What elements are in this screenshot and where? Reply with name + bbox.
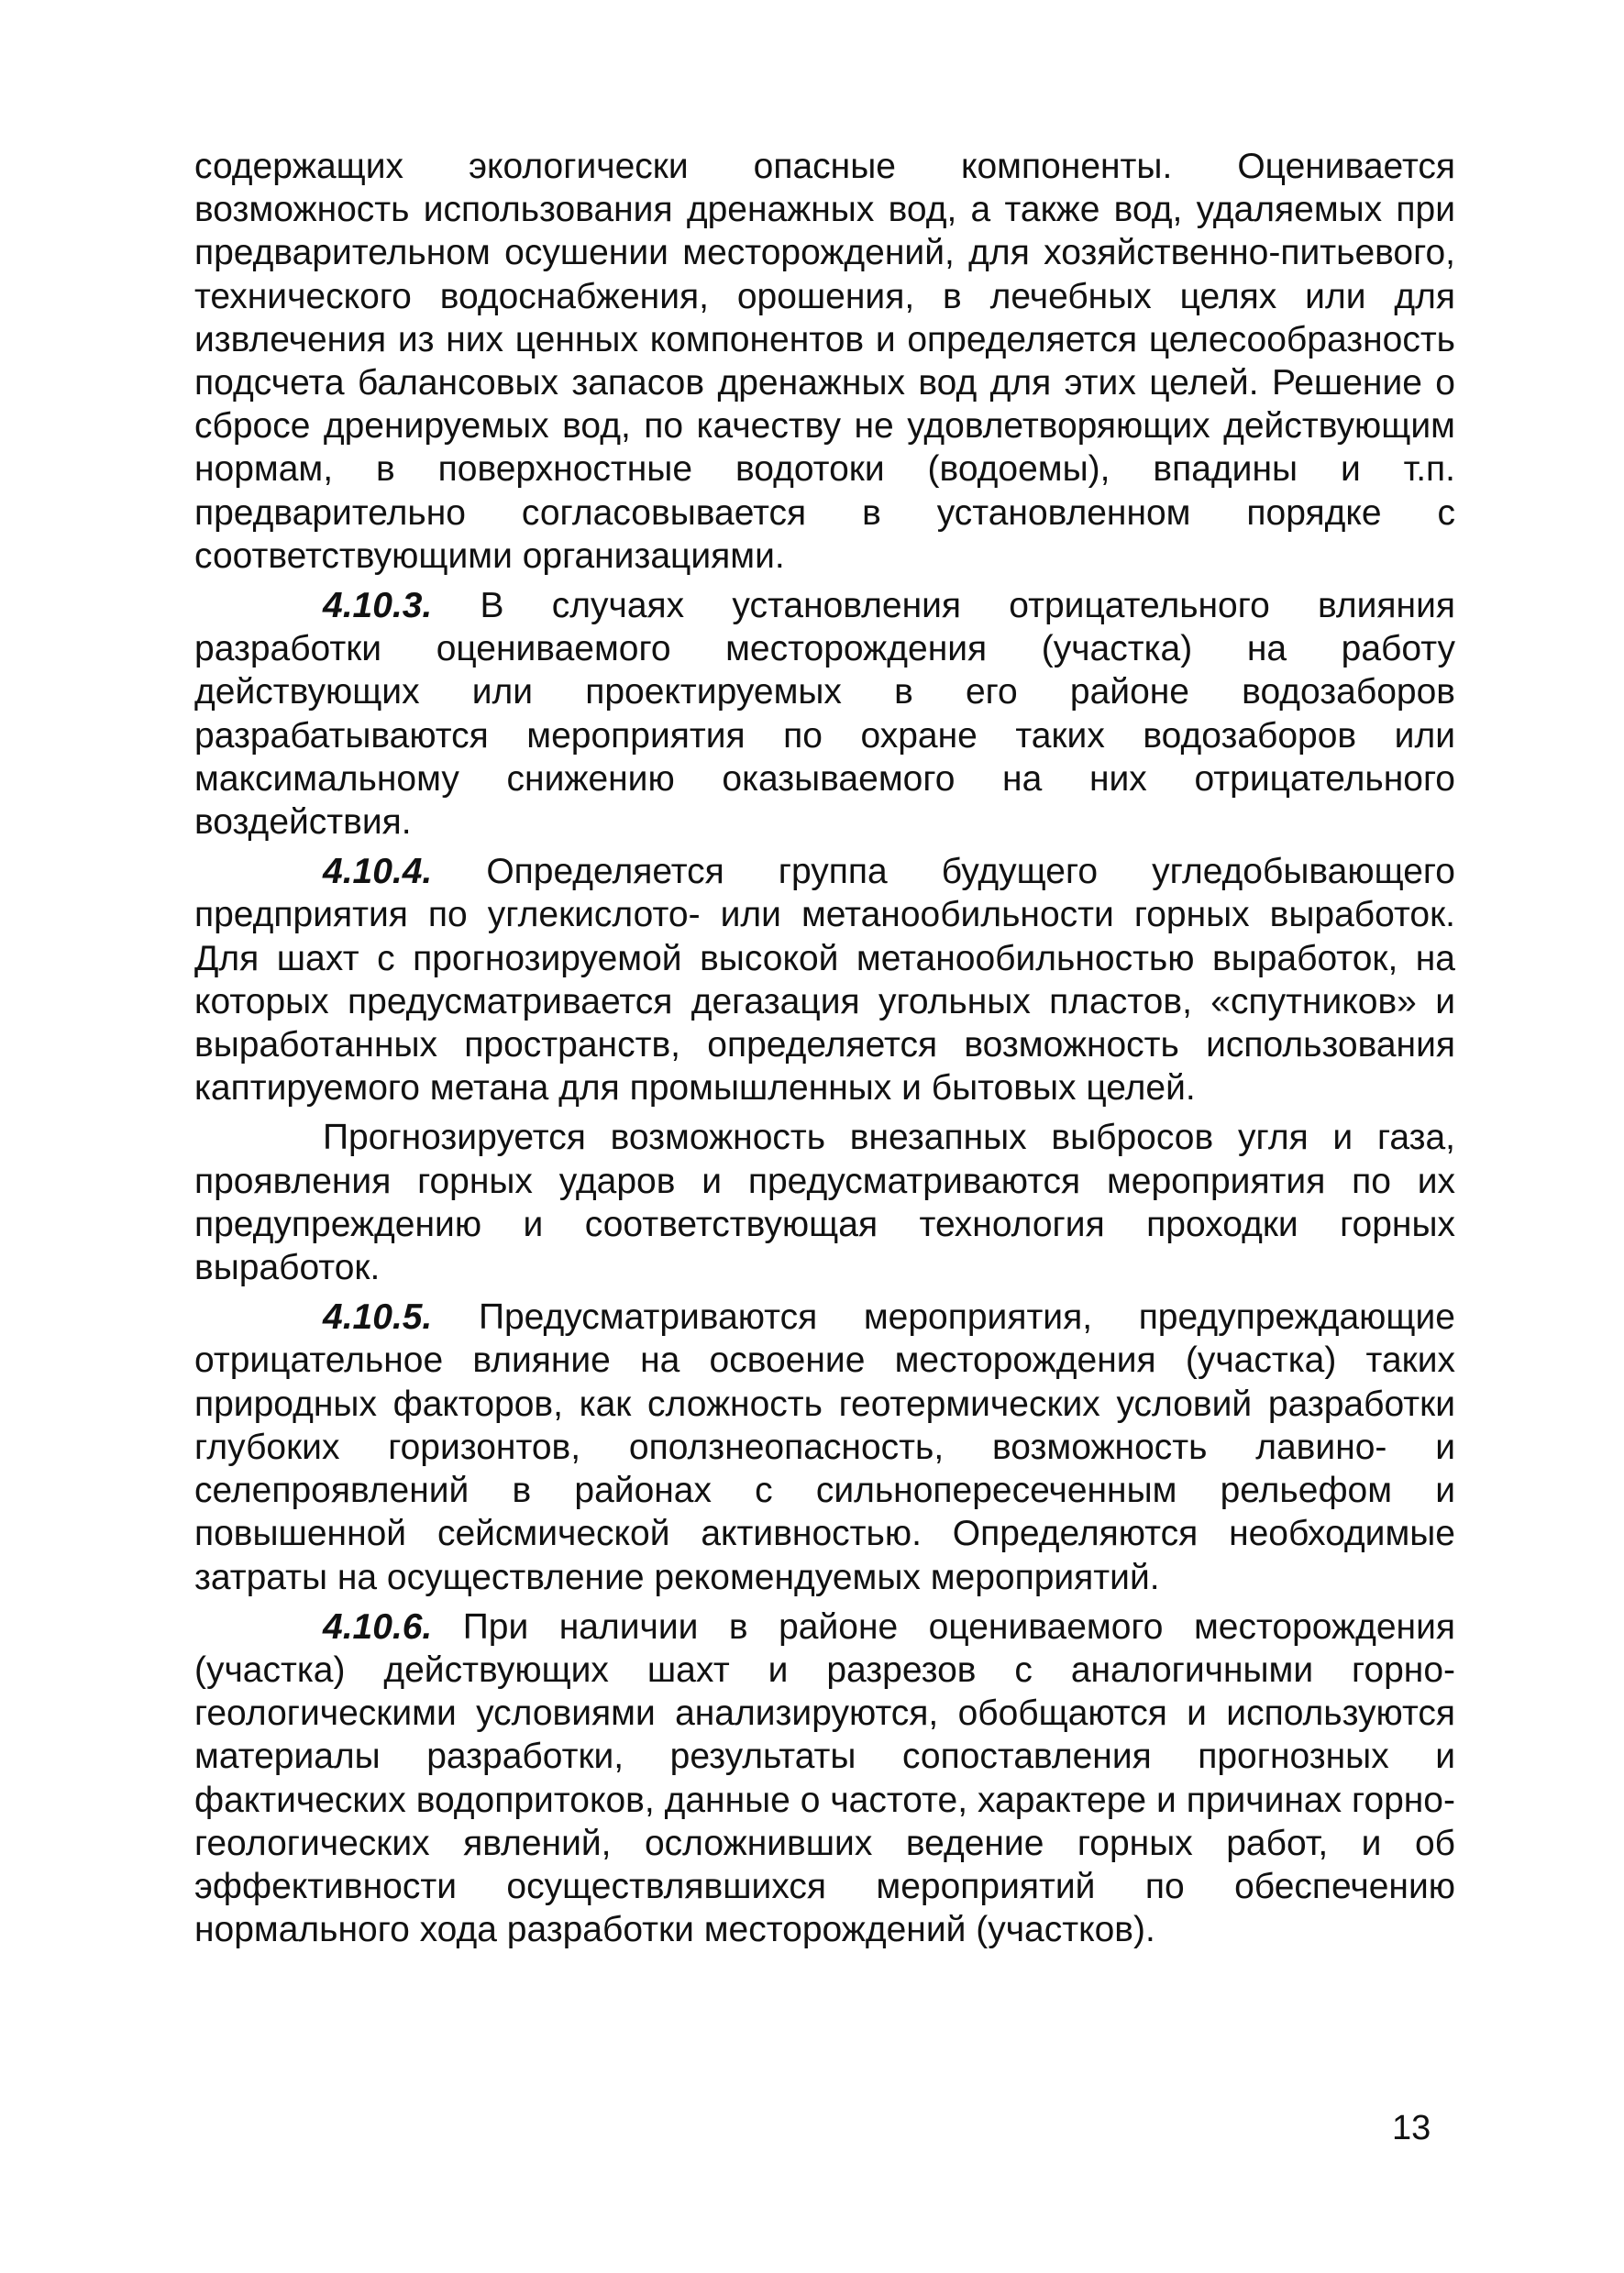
paragraph-4-10-4 (194, 850, 1455, 1109)
paragraph-text: При наличии в районе оцениваемого месторождения (участка) действующих шахт и разрезов с аналогичными горно-геологическими условиями анализируются, обобщаются и используются материалы разработки, результаты сопоставления прогнозных и фактических водопритоков, данные о частоте, характере и причинах горно-геологических явлений, осложнивших ведение горных работ, и об эффективности осуществлявшихся мероприятий по обеспечению нормального хода разработки месторождений (участков). (194, 1606, 1455, 1950)
paragraph-text: содержащих экологически опасные компоненты. Оценивается возможность использования дренажных вод, а также вод, удаляемых при предварительном осушении месторождений, для хозяйственно-питьевого, технического водоснабжения, орошения, в лечебных целях или для извлечения из них ценных компонентов и определяется целесообразность подсчета балансовых запасов дренажных вод для этих целей. Решение о сбросе дренируемых вод, по качеству не удовлетворяющих действующим нормам, в поверхностные водотоки (водоемы), впадины и т.п. предварительно согласовывается в установленном порядке с соответствующими организациями. (194, 147, 1455, 576)
paragraph-text: Предусматриваются мероприятия, предупреждающие отрицательное влияние на освоение месторождения (участка) таких природных факторов, как сложность геотермических условий разработки глубоких горизонтов, оползнеопасность, возможность лавино- и селепроявлений в районах с сильнопересеченным рельефом и повышенной сейсмической активностью. Определяются необходимые затраты на осуществление рекомендуемых мероприятий. (194, 1297, 1455, 1597)
paragraph-text: Определяется группа будущего угледобывающего предприятия по углекислото- или метанообильности горных выработок. Для шахт с прогнозируемой высокой метанообильностью выработок, на которых предусматривается дегазация угольных пластов, «спутников» и выработанных пространств, определяется возможность использования каптируемого метана для промышленных и бытовых целей. (194, 852, 1455, 1109)
paragraph-forecast (194, 1116, 1455, 1289)
clause-number: 4.10.6. (323, 1606, 433, 1647)
clause-number: 4.10.3. (323, 586, 433, 626)
clause-number: 4.10.5. (323, 1297, 433, 1338)
paragraph-text: Прогнозируется возможность внезапных выбросов угля и газа, проявления горных ударов и предусматриваются мероприятия по их предупреждению и соответствующая технология проходки горных выработок. (194, 1118, 1455, 1288)
clause-number: 4.10.4. (323, 852, 433, 892)
paragraph-continuation (194, 145, 1455, 578)
body-text (194, 145, 1455, 1958)
page-number: 13 (1392, 2109, 1431, 2147)
paragraph-4-10-6 (194, 1605, 1455, 1952)
paragraph-4-10-3 (194, 584, 1455, 844)
paragraph-text: В случаях установления отрицательного влияния разработки оцениваемого месторождения (участка) на работу действующих или проектируемых в его районе водозаборов разрабатываются мероприятия по охране таких водозаборов или максимальному снижению оказываемого на них отрицательного воздействия. (194, 586, 1455, 843)
paragraph-4-10-5 (194, 1296, 1455, 1598)
